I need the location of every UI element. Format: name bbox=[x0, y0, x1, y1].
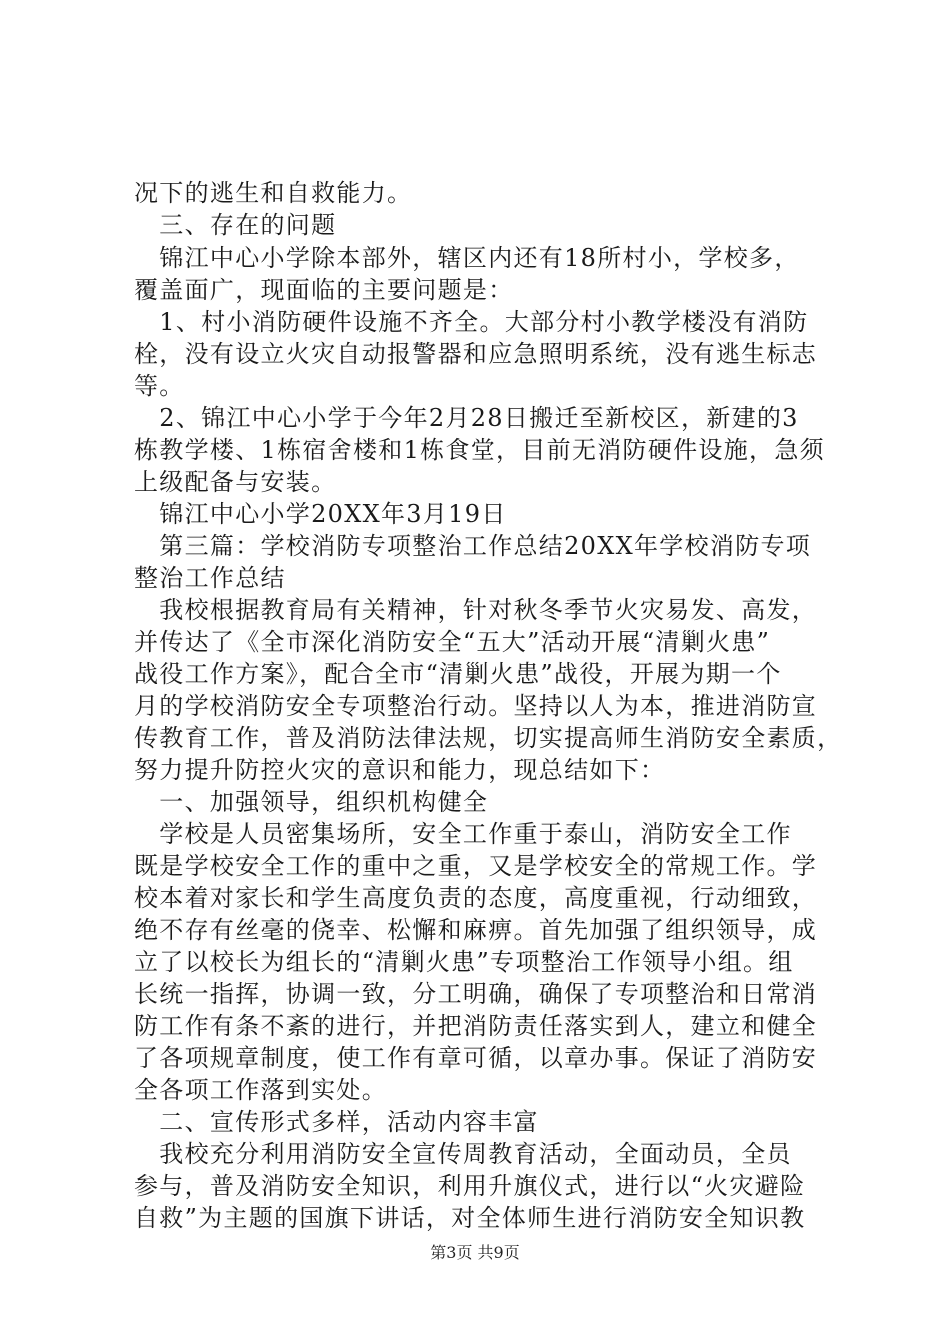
text-line: 并传达了《全市深化消防安全“五大”活动开展“清剿火患” bbox=[134, 628, 771, 656]
text-line: 学校是人员密集场所，安全工作重于泰山，消防安全工作 bbox=[134, 820, 792, 848]
page-footer: 第3页 共9页 bbox=[430, 1243, 520, 1262]
text-line: 栋教学楼、1栋宿舍楼和1栋食堂，目前无消防硬件设施，急须 bbox=[134, 436, 825, 464]
text-line: 努力提升防控火灾的意识和能力，现总结如下： bbox=[134, 756, 666, 784]
text-line: 自救”为主题的国旗下讲话，对全体师生进行消防安全知识教 bbox=[134, 1204, 806, 1232]
text-line: 参与，普及消防安全知识，利用升旗仪式，进行以“火灾避险 bbox=[134, 1172, 806, 1200]
section-heading: 一、加强领导，组织机构健全 bbox=[134, 788, 489, 816]
chapter-title: 第三篇：学校消防专项整治工作总结20XX年学校消防专项 bbox=[134, 532, 812, 560]
text-line: 我校根据教育局有关精神，针对秋冬季节火灾易发、高发， bbox=[134, 596, 818, 624]
text-line: 了各项规章制度，使工作有章可循，以章办事。保证了消防安 bbox=[134, 1044, 818, 1072]
text-line: 覆盖面广，现面临的主要问题是： bbox=[134, 276, 514, 304]
text-line: 栓，没有设立火灾自动报警器和应急照明系统，没有逃生标志 bbox=[134, 340, 818, 368]
text-line: 传教育工作，普及消防法律法规，切实提高师生消防安全素质， bbox=[134, 724, 843, 752]
chapter-title: 整治工作总结 bbox=[134, 564, 286, 592]
text-line: 1、村小消防硬件设施不齐全。大部分村小教学楼没有消防 bbox=[134, 308, 809, 336]
section-heading: 二、宣传形式多样，活动内容丰富 bbox=[134, 1108, 539, 1136]
text-line: 长统一指挥，协调一致，分工明确，确保了专项整治和日常消 bbox=[134, 980, 818, 1008]
text-line: 防工作有条不紊的进行，并把消防责任落实到人，建立和健全 bbox=[134, 1012, 818, 1040]
signature-line: 锦江中心小学20XX年3月19日 bbox=[134, 500, 507, 528]
text-line: 我校充分利用消防安全宣传周教育活动，全面动员，全员 bbox=[134, 1140, 792, 1168]
text-line: 既是学校安全工作的重中之重，又是学校安全的常规工作。学 bbox=[134, 852, 818, 880]
text-line: 全各项工作落到实处。 bbox=[134, 1076, 387, 1104]
text-line: 校本着对家长和学生高度负责的态度，高度重视，行动细致， bbox=[134, 884, 818, 912]
text-line: 绝不存有丝毫的侥幸、松懈和麻痹。首先加强了组织领导，成 bbox=[134, 916, 818, 944]
text-line: 锦江中心小学除本部外，辖区内还有18所村小，学校多， bbox=[134, 244, 800, 272]
text-line: 况下的逃生和自救能力。 bbox=[134, 179, 413, 207]
section-heading: 三、存在的问题 bbox=[134, 211, 337, 239]
text-line: 月的学校消防安全专项整治行动。坚持以人为本，推进消防宣 bbox=[134, 692, 818, 720]
text-line: 战役工作方案》，配合全市“清剿火患”战役，开展为期一个 bbox=[134, 660, 782, 688]
text-line: 等。 bbox=[134, 372, 185, 400]
text-line: 上级配备与安装。 bbox=[134, 468, 337, 496]
text-line: 2、锦江中心小学于今年2月28日搬迁至新校区，新建的3 bbox=[134, 404, 799, 432]
text-line: 立了以校长为组长的“清剿火患”专项整治工作领导小组。组 bbox=[134, 948, 794, 976]
